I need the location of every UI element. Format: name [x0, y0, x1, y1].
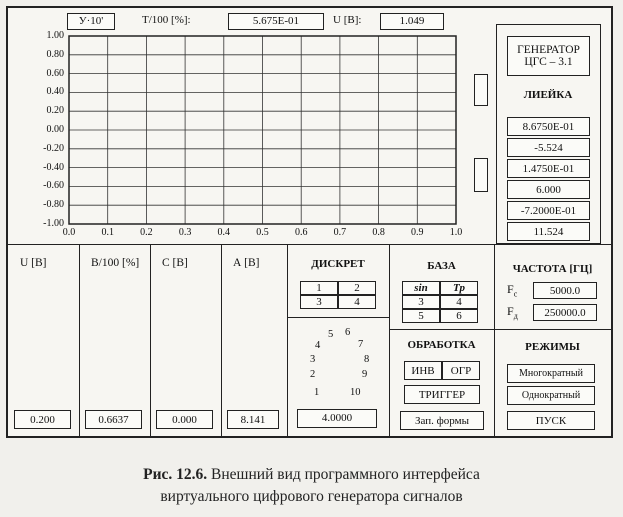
- discret-label: ДИСКРЕТ: [311, 258, 365, 270]
- x-tick-label: 0.0: [62, 227, 76, 238]
- dial-mark[interactable]: 5: [328, 329, 334, 340]
- y-tick-label: -0.60: [43, 180, 64, 192]
- base-button[interactable]: [440, 295, 478, 309]
- t-value: 5.675E-01: [252, 14, 300, 27]
- divider: [150, 244, 151, 436]
- dial-mark[interactable]: 10: [350, 387, 361, 398]
- x-tick-label: 0.6: [294, 227, 308, 238]
- ruler-panel: [496, 24, 601, 244]
- y-tick-label: -1.00: [43, 218, 64, 229]
- base-button[interactable]: [440, 281, 478, 295]
- column-label: В/100 [%]: [91, 257, 140, 269]
- ruler-value: 11.524: [533, 225, 564, 238]
- ruler-value: 8.6750E-01: [522, 120, 575, 133]
- discret-button[interactable]: [338, 295, 376, 309]
- x-tick-label: 0.2: [140, 227, 153, 238]
- y-tick-label: 0.80: [46, 48, 64, 60]
- column-value-field[interactable]: [227, 410, 279, 429]
- save-form-label: Зап. формы: [415, 414, 469, 427]
- y-tick-label: 0.00: [46, 124, 64, 135]
- y-tick-label: 1.00: [46, 30, 64, 41]
- base-button-label: 3: [418, 296, 424, 308]
- ruler-value-field[interactable]: [507, 138, 590, 157]
- start-button[interactable]: [507, 411, 595, 430]
- trigger-button[interactable]: [404, 385, 480, 404]
- generator-title-box: [507, 36, 590, 76]
- fd-subscript: д: [513, 311, 518, 321]
- base-label: БАЗА: [427, 260, 456, 272]
- inv-label: ИНВ: [411, 364, 435, 377]
- column-value: 0.6637: [98, 413, 129, 426]
- column-value: 0.200: [30, 413, 55, 426]
- multi-mode-label: Многократный: [519, 368, 583, 379]
- fc-value: 5000.0: [549, 284, 581, 297]
- t-label: Т/100 [%]:: [142, 14, 191, 26]
- frequency-label: ЧАСТОТА [ГЦ]: [512, 263, 593, 275]
- divider: [287, 317, 389, 318]
- ruler-value: 6.000: [536, 183, 561, 196]
- x-tick-label: 1.0: [449, 227, 463, 238]
- caption-text-1: Внешний вид программного интерфейса: [211, 466, 480, 483]
- discret-button-label: 2: [354, 282, 360, 294]
- chart-grid: [69, 36, 456, 224]
- y-tick-label: -0.80: [43, 199, 64, 211]
- ogr-button[interactable]: [442, 361, 480, 380]
- ogr-label: ОГР: [450, 364, 472, 377]
- fc-label: [507, 282, 517, 298]
- x-tick-label: 0.1: [101, 227, 114, 238]
- dial-mark[interactable]: 9: [362, 369, 368, 380]
- caption-text-2: виртуального цифрового генератора сигналов: [160, 488, 463, 505]
- base-button-label: 6: [456, 310, 462, 322]
- column-value-field[interactable]: [14, 410, 71, 429]
- oscillogram-chart[interactable]: [8, 8, 498, 248]
- u-label: U [В]:: [333, 14, 362, 26]
- discret-button-label: 1: [316, 282, 322, 294]
- dial-mark[interactable]: 7: [358, 339, 364, 350]
- column-label: С [В]: [162, 257, 188, 269]
- cursor-marker-lower[interactable]: [474, 158, 488, 192]
- fc-subscript: с: [513, 289, 518, 299]
- discret-button-label: 3: [316, 296, 322, 308]
- x-tick-label: 0.9: [411, 227, 424, 238]
- column-value-field[interactable]: [85, 410, 142, 429]
- base-button[interactable]: [402, 281, 440, 295]
- base-button[interactable]: [402, 295, 440, 309]
- y-tick-label: 0.20: [46, 105, 64, 117]
- discret-value-field[interactable]: [297, 409, 377, 428]
- dial-mark[interactable]: 1: [314, 387, 320, 398]
- ruler-value-field[interactable]: [507, 117, 590, 136]
- column-value-field[interactable]: [156, 410, 213, 429]
- x-tick-label: 0.8: [372, 227, 385, 238]
- ruler-value-field[interactable]: [507, 159, 590, 178]
- ruler-value-field[interactable]: [507, 180, 590, 199]
- dial-mark[interactable]: 3: [310, 354, 316, 365]
- base-button-label: sin: [414, 282, 428, 294]
- ruler-value: -7.2000E-01: [520, 204, 577, 217]
- single-mode-button[interactable]: [507, 386, 595, 405]
- ruler-value-field[interactable]: [507, 222, 590, 241]
- cursor-marker-upper[interactable]: [474, 74, 488, 106]
- base-button-label: 4: [456, 296, 462, 308]
- divider: [79, 244, 80, 436]
- figure-caption-line2: [0, 488, 623, 506]
- ruler-value: -5.524: [534, 141, 563, 154]
- modes-label: РЕЖИМЫ: [525, 341, 580, 353]
- y-tick-label: 0.40: [46, 86, 64, 98]
- discret-value: 4.0000: [321, 411, 353, 424]
- ruler-label: ЛИЕЙКА: [523, 89, 573, 101]
- figure-caption-line1: [0, 466, 623, 484]
- dial-mark[interactable]: 8: [364, 354, 370, 365]
- base-button-label: Тр: [453, 282, 465, 294]
- divider: [221, 244, 222, 436]
- column-label: U [В]: [20, 257, 47, 269]
- ruler-value: 1.4750E-01: [522, 162, 575, 175]
- ruler-value-field[interactable]: [507, 201, 590, 220]
- dial-mark[interactable]: 4: [315, 340, 321, 351]
- generator-panel: [6, 6, 613, 438]
- trigger-label: ТРИГГЕР: [418, 388, 466, 401]
- base-button[interactable]: [440, 309, 478, 323]
- discret-button[interactable]: [300, 295, 338, 309]
- discret-button[interactable]: [338, 281, 376, 295]
- dial-mark[interactable]: 6: [345, 327, 351, 338]
- divider: [494, 329, 611, 330]
- column-label: А [В]: [233, 257, 260, 269]
- single-mode-label: Однократный: [521, 390, 581, 401]
- x-tick-label: 0.3: [178, 227, 192, 238]
- processing-label: ОБРАБОТКА: [407, 339, 476, 351]
- fc-input[interactable]: [533, 282, 597, 299]
- save-form-button[interactable]: [400, 411, 484, 430]
- x-tick-label: 0.7: [333, 227, 347, 238]
- discret-button-label: 4: [354, 296, 360, 308]
- caption-prefix: Рис. 12.6.: [143, 466, 208, 483]
- fd-letter: F: [507, 304, 514, 318]
- dial-mark[interactable]: 2: [310, 369, 316, 380]
- divider: [389, 329, 494, 330]
- u-value: 1.049: [399, 14, 425, 27]
- x-tick-label: 0.4: [217, 227, 231, 238]
- fd-input[interactable]: [533, 304, 597, 321]
- column-value: 0.000: [172, 413, 197, 426]
- x-tick-label: 0.5: [256, 227, 269, 238]
- base-button[interactable]: [402, 309, 440, 323]
- base-button-label: 5: [418, 310, 424, 322]
- y-tick-label: -0.20: [43, 142, 64, 154]
- fd-value: 250000.0: [544, 306, 586, 319]
- y-tick-label: 0.60: [46, 67, 64, 79]
- discret-button[interactable]: [300, 281, 338, 295]
- inv-button[interactable]: [404, 361, 442, 380]
- y-tick-label: -0.40: [43, 161, 64, 173]
- multi-mode-button[interactable]: [507, 364, 595, 383]
- divider: [287, 244, 288, 436]
- fc-letter: F: [507, 282, 514, 296]
- scale-label: У·10': [78, 14, 104, 27]
- generator-title: ГЕНЕРАТОР ЦГС – 3.1: [517, 43, 580, 68]
- bottom-divider: [8, 244, 611, 245]
- start-label: ПУСК: [535, 414, 567, 427]
- fd-label: [507, 304, 518, 320]
- column-value: 8.141: [240, 413, 266, 426]
